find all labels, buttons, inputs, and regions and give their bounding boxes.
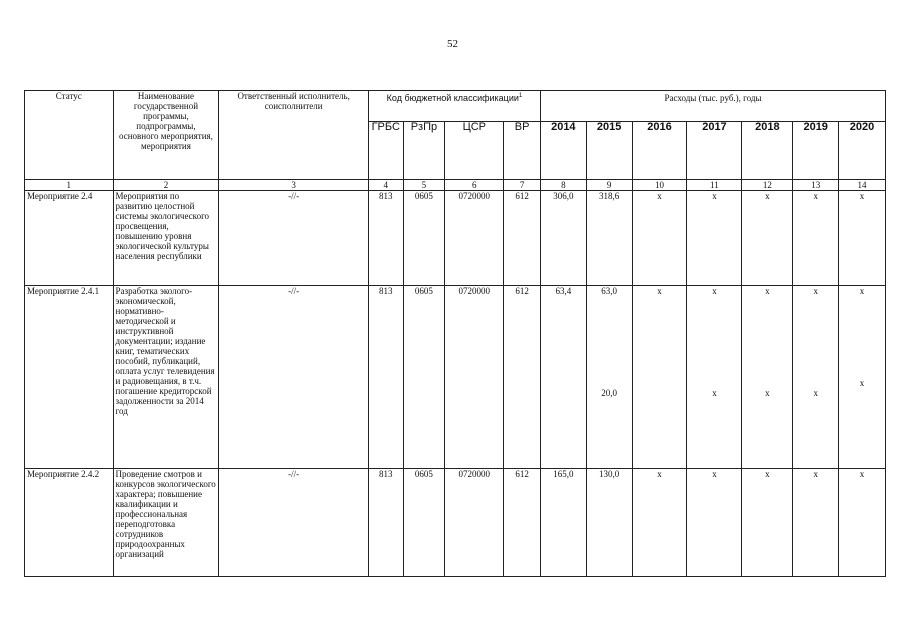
column-number-row bbox=[25, 180, 886, 191]
row-csr: 0720000 bbox=[445, 286, 504, 469]
table-row bbox=[25, 191, 886, 286]
row-2017: x bbox=[687, 191, 742, 286]
column-number: 4 bbox=[368, 180, 403, 191]
row-vr: 612 bbox=[504, 469, 541, 577]
column-number: 2 bbox=[113, 180, 219, 191]
row-status: Мероприятие 2.4 bbox=[25, 191, 114, 286]
row-name: Проведение смотров и конкурсов экологического характера; повышение квалификации и профессиональная переподготовка сотрудников природоохранных организаций bbox=[113, 469, 219, 577]
header-status: Статус bbox=[25, 91, 114, 180]
table-row bbox=[25, 469, 886, 577]
column-number: 14 bbox=[839, 180, 886, 191]
row-2014: 63,4 bbox=[540, 286, 586, 469]
column-number: 8 bbox=[540, 180, 586, 191]
row-2016: x bbox=[632, 191, 687, 286]
row-2017: x bbox=[712, 286, 717, 296]
row-2018: x bbox=[765, 286, 770, 296]
row-2017-sub: x bbox=[712, 388, 717, 398]
row-2014: 165,0 bbox=[540, 469, 586, 577]
budget-table bbox=[24, 90, 886, 577]
row-2019-sub: x bbox=[813, 388, 818, 398]
column-number: 6 bbox=[445, 180, 504, 191]
header-year-2015: 2015 bbox=[586, 122, 632, 180]
column-number: 11 bbox=[687, 180, 742, 191]
row-2015: 130,0 bbox=[586, 469, 632, 577]
row-executor: -//- bbox=[219, 191, 369, 286]
header-year-2016: 2016 bbox=[632, 122, 687, 180]
header-executor: Ответственный исполнитель, соисполнители bbox=[219, 91, 369, 180]
header-code-label: Код бюджетной классификации bbox=[386, 93, 519, 103]
row-2018: x bbox=[742, 191, 793, 286]
header-year-2014: 2014 bbox=[540, 122, 586, 180]
row-2020: x bbox=[839, 191, 886, 286]
row-2015: 63,0 bbox=[601, 286, 617, 296]
row-status: Мероприятие 2.4.2 bbox=[25, 469, 114, 577]
header-code-group bbox=[368, 91, 540, 122]
row-status: Мероприятие 2.4.1 bbox=[25, 286, 114, 469]
row-csr: 0720000 bbox=[445, 469, 504, 577]
column-number: 10 bbox=[632, 180, 687, 191]
column-number: 13 bbox=[793, 180, 839, 191]
row-rzpr: 0605 bbox=[403, 191, 445, 286]
row-2018-cell bbox=[742, 286, 793, 469]
row-2020-sub: x bbox=[859, 378, 865, 388]
row-2018-sub: x bbox=[765, 388, 770, 398]
table-row bbox=[25, 286, 886, 469]
row-2018: x bbox=[742, 469, 793, 577]
column-number: 12 bbox=[742, 180, 793, 191]
row-2016: x bbox=[632, 286, 687, 469]
column-number: 7 bbox=[504, 180, 541, 191]
row-rzpr: 0605 bbox=[403, 469, 445, 577]
column-number: 5 bbox=[403, 180, 445, 191]
header-name: Наименование государственной программы, подпрограммы, основного мероприятия, мероприятия bbox=[113, 91, 219, 180]
row-name: Разработка эколого-экономической, нормативно-методической и инструктивной документации; издание книг, тематических пособий, публикаций, оплата услуг телевидения и радиовещания, в т.ч. погашение кредиторской задолженности за 2014 год bbox=[113, 286, 219, 469]
row-rzpr: 0605 bbox=[403, 286, 445, 469]
row-grbs: 813 bbox=[368, 286, 403, 469]
row-2019-cell bbox=[793, 286, 839, 469]
column-number: 3 bbox=[219, 180, 369, 191]
row-vr: 612 bbox=[504, 286, 541, 469]
row-2019: x bbox=[793, 191, 839, 286]
row-grbs: 813 bbox=[368, 469, 403, 577]
column-number: 9 bbox=[586, 180, 632, 191]
header-year-2019: 2019 bbox=[793, 122, 839, 180]
header-year-2018: 2018 bbox=[742, 122, 793, 180]
row-grbs: 813 bbox=[368, 191, 403, 286]
header-code-rzpr: РзПр bbox=[403, 122, 445, 180]
header-year-2020: 2020 bbox=[839, 122, 886, 180]
column-number: 1 bbox=[25, 180, 114, 191]
row-executor: -//- bbox=[219, 286, 369, 469]
row-2019: x bbox=[793, 469, 839, 577]
row-executor: -//- bbox=[219, 469, 369, 577]
row-2015-sub: 20,0 bbox=[601, 388, 617, 398]
header-code-csr: ЦСР bbox=[445, 122, 504, 180]
row-2015: 318,6 bbox=[586, 191, 632, 286]
header-code-footnote: 1 bbox=[518, 93, 523, 99]
row-2017: x bbox=[687, 469, 742, 577]
row-2020: x bbox=[839, 469, 886, 577]
page-number: 52 bbox=[447, 38, 458, 50]
header-expenses-group: Расходы (тыс. руб.), годы bbox=[540, 91, 885, 122]
row-2019: x bbox=[813, 286, 818, 296]
row-csr: 0720000 bbox=[445, 191, 504, 286]
header-year-2017: 2017 bbox=[687, 122, 742, 180]
header-code-grbs: ГРБС bbox=[368, 122, 403, 180]
row-vr: 612 bbox=[504, 191, 541, 286]
row-2020: x bbox=[859, 286, 865, 296]
row-2017-cell bbox=[687, 286, 742, 469]
row-2016: x bbox=[632, 469, 687, 577]
row-2020-cell bbox=[839, 286, 886, 469]
header-code-vr: ВР bbox=[504, 122, 541, 180]
row-name: Мероприятия по развитию целостной системы экологического просвещения, повышению уровня экологической культуры населения республики bbox=[113, 191, 219, 286]
row-2015-cell bbox=[586, 286, 632, 469]
row-2014: 306,0 bbox=[540, 191, 586, 286]
